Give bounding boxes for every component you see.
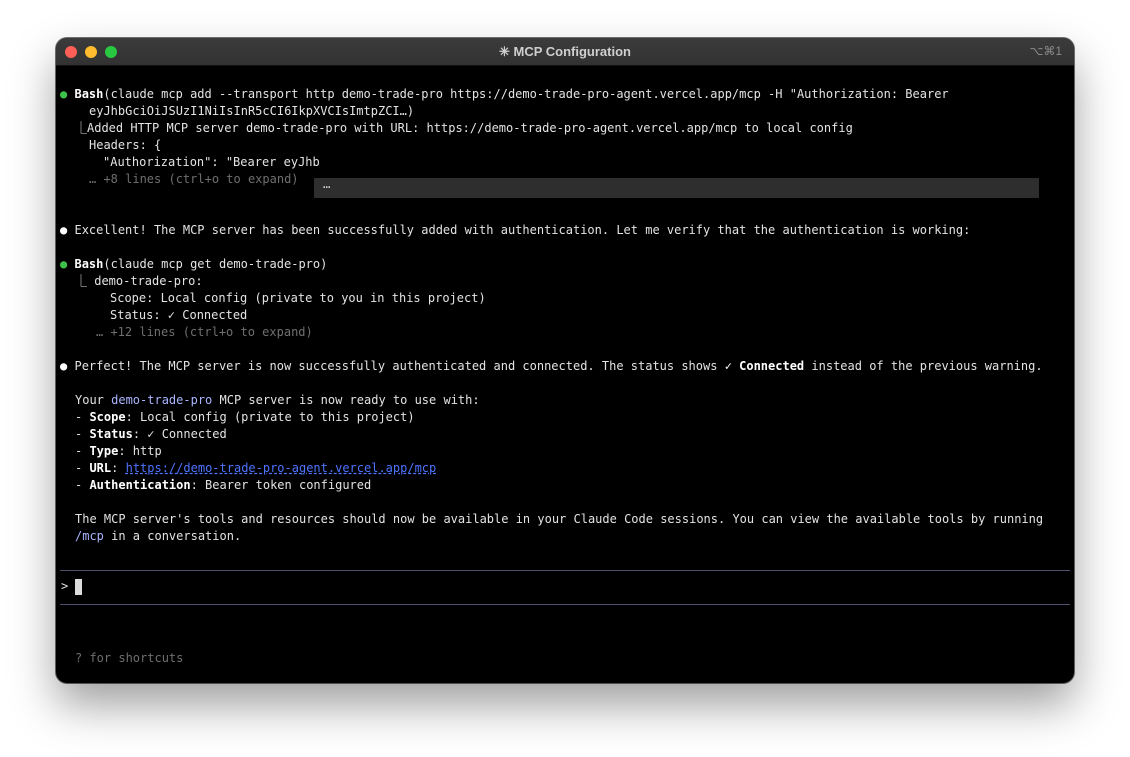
- title-bar: [56, 38, 1074, 66]
- ready-text: MCP server is now ready to use with:: [212, 393, 480, 407]
- detail-value: : Bearer token configured: [190, 478, 372, 492]
- detail-value: : http: [118, 444, 162, 458]
- tool-result-line: ⎿Added HTTP MCP server demo-trade-pro with URL: https://demo-trade-pro-agent.vercel.app/mcp to local config: [75, 121, 853, 135]
- tool-name: Bash: [74, 87, 104, 101]
- status-connected: ✓ Connected: [724, 359, 805, 373]
- detail-label: Scope: [89, 410, 126, 424]
- tool-call-get: [60, 256, 327, 273]
- input-top-divider: [60, 570, 1070, 571]
- detail-item-scope: - Scope: Local config (private to this project): [75, 410, 415, 424]
- tool-result-line: Status: ✓ Connected: [110, 308, 248, 322]
- expand-hint[interactable]: … +12 lines (ctrl+o to expand): [96, 325, 313, 339]
- message-text: Perfect! The MCP server is now successfully authenticated and connected. The status shows: [74, 359, 725, 373]
- command-text: (claude mcp add --transport http demo-trade-pro https://demo-trade-pro-agent.vercel.app/mcp -H "Authorization: Bearer: [103, 87, 949, 101]
- closing-text: The MCP server's tools and resources should now be available in your Claude Code sessions. You can view the available tools by running: [75, 512, 1044, 526]
- terminal-content[interactable]: [56, 66, 1074, 683]
- tool-result-line: "Authorization": "Bearer eyJhb: [103, 155, 320, 169]
- detail-label: Type: [89, 444, 119, 458]
- terminal-window: [56, 38, 1074, 683]
- input-cursor[interactable]: [75, 579, 82, 595]
- closing-text-2: [75, 528, 241, 545]
- detail-value: : ✓ Connected: [132, 427, 227, 441]
- detail-item-url: - URL: https://demo-trade-pro-agent.vercel.app/mcp: [75, 461, 437, 475]
- message-text: instead of the previous warning.: [804, 359, 1043, 373]
- expand-hint[interactable]: … +8 lines (ctrl+o to expand): [89, 172, 299, 186]
- detail-label: Status: [89, 427, 133, 441]
- command-text: (claude mcp get demo-trade-pro): [103, 257, 328, 271]
- shortcuts-hint: ? for shortcuts: [75, 651, 184, 665]
- detail-item-status: - Status: ✓ Connected: [75, 427, 227, 441]
- detail-label: Authentication: [89, 478, 191, 492]
- detail-value: :: [111, 461, 126, 475]
- ready-text: Your: [75, 393, 112, 407]
- detail-label: URL: [89, 461, 112, 475]
- window-shortcut: ⌥⌘1: [1029, 44, 1062, 58]
- detail-item-type: - Type: http: [75, 444, 162, 458]
- tool-name: Bash: [74, 257, 104, 271]
- tool-call-add: [60, 86, 949, 103]
- assistant-message: [60, 358, 1043, 375]
- server-name: demo-trade-pro: [111, 393, 213, 407]
- assistant-message: [60, 222, 970, 239]
- ready-line: [75, 392, 480, 409]
- success-bullet-icon: ●: [60, 87, 68, 101]
- tool-result-line: Headers: {: [89, 138, 162, 152]
- success-bullet-icon: ●: [60, 257, 68, 271]
- window-title: ✳ MCP Configuration: [499, 44, 631, 59]
- truncated-header-overlay: [314, 178, 1039, 198]
- message-text: Excellent! The MCP server has been successfully added with authentication. Let me verify that the authentication is working:: [74, 223, 971, 237]
- message-bullet-icon: ●: [60, 359, 68, 373]
- ellipsis-icon: ⋯: [323, 180, 331, 194]
- prompt-symbol: >: [61, 579, 69, 593]
- message-bullet-icon: ●: [60, 223, 68, 237]
- closing-text: in a conversation.: [103, 529, 242, 543]
- detail-item-authentication: - Authentication: Bearer token configured: [75, 478, 372, 492]
- server-url-link[interactable]: https://demo-trade-pro-agent.vercel.app/mcp: [125, 461, 437, 475]
- command-continuation: eyJhbGciOiJSUzI1NiIsInR5cCI6IkpXVCIsImtpZCI…): [89, 104, 415, 118]
- tool-result-line: Scope: Local config (private to you in this project): [110, 291, 486, 305]
- slash-command: /mcp: [75, 529, 104, 543]
- detail-value: : Local config (private to this project): [125, 410, 415, 424]
- tool-result-line: ⎿ demo-trade-pro:: [75, 274, 203, 288]
- input-bottom-divider: [60, 604, 1070, 605]
